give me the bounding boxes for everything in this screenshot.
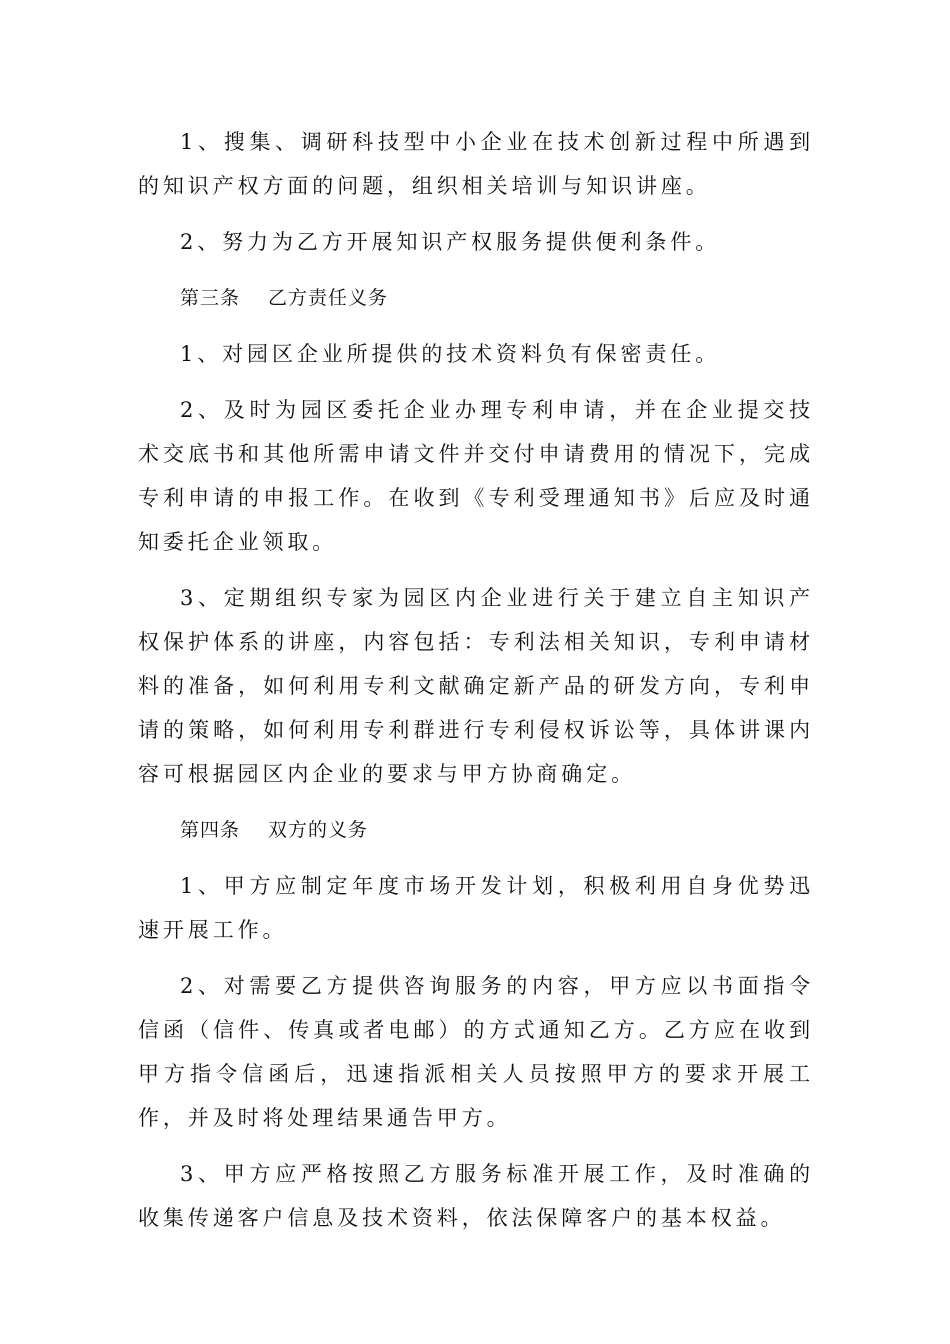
article4-heading bbox=[138, 808, 814, 852]
article3-number: 第三条 bbox=[180, 287, 241, 309]
section2-item-2: 2、努力为乙方开展知识产权服务提供便利条件。 bbox=[180, 230, 721, 254]
article4-item-2: 2、对需要乙方提供咨询服务的内容，甲方应以书面指令信函（信件、传真或者电邮）的方式通知乙方。乙方应在收到甲方指令信函后，迅速指派相关人员按照甲方的要求开展工作，并及时将处理结果通告甲方。 bbox=[138, 974, 814, 1130]
article3-heading bbox=[138, 276, 814, 320]
document-page bbox=[138, 120, 814, 1252]
article4-title: 双方的义务 bbox=[268, 819, 369, 841]
article4-item-1: 1、甲方应制定年度市场开发计划，积极利用自身优势迅速开展工作。 bbox=[138, 874, 814, 942]
section2-item-1: 1、搜集、调研科技型中小企业在技术创新过程中所遇到的知识产权方面的问题，组织相关培训与知识讲座。 bbox=[138, 130, 814, 198]
article4-item-3: 3、甲方应严格按照乙方服务标准开展工作，及时准确的收集传递客户信息及技术资料，依法保障客户的基本权益。 bbox=[138, 1162, 814, 1230]
article3-item-3: 3、定期组织专家为园区内企业进行关于建立自主知识产权保护体系的讲座，内容包括：专利法相关知识，专利申请材料的准备，如何利用专利文献确定新产品的研发方向，专利申请的策略，如何利用专利群进行专利侵权诉讼等，具体讲课内容可根据园区内企业的要求与甲方协商确定。 bbox=[138, 586, 814, 786]
article3-item-2: 2、及时为园区委托企业办理专利申请，并在企业提交技术交底书和其他所需申请文件并交付申请费用的情况下，完成专利申请的申报工作。在收到《专利受理通知书》后应及时通知委托企业领取。 bbox=[138, 398, 814, 554]
article3-title: 乙方责任义务 bbox=[268, 287, 389, 309]
article3-item-1: 1、对园区企业所提供的技术资料负有保密责任。 bbox=[180, 342, 721, 366]
article4-number: 第四条 bbox=[180, 819, 241, 841]
